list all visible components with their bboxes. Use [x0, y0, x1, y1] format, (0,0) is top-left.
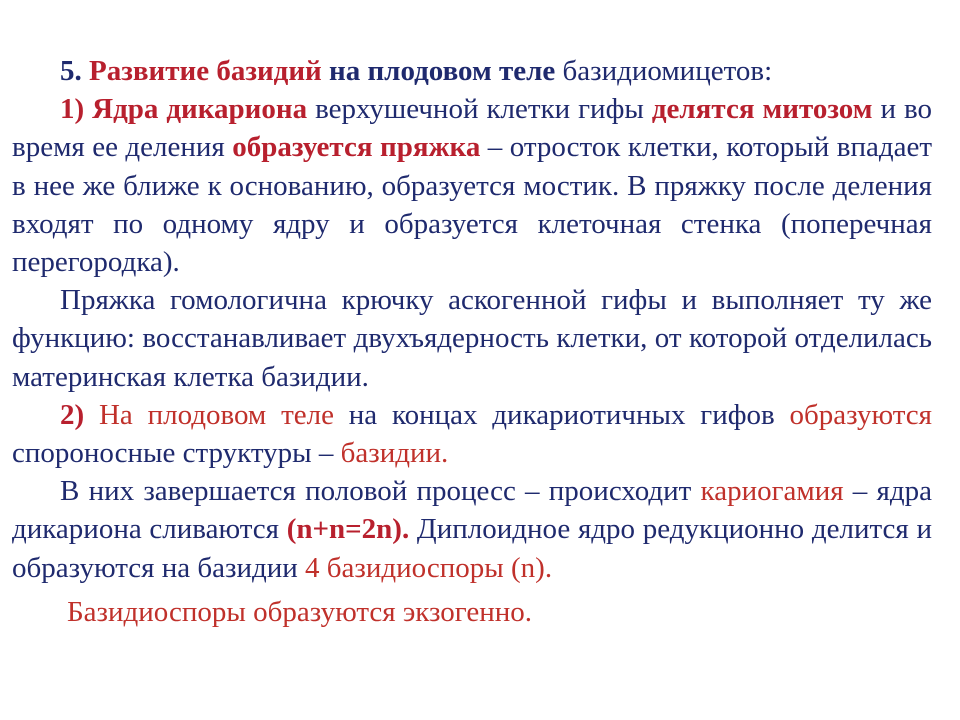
paragraph-karyogamy [12, 472, 932, 587]
text-run: и во время ее деления [12, 93, 933, 164]
text-run: кариогамия [700, 475, 844, 508]
text-run: верхушечной клетки гифы [307, 93, 652, 126]
text-run: (n+n=2n). [286, 513, 410, 546]
text-run: образуются [789, 398, 932, 431]
text-run: 4 базидиоспоры (n). [305, 551, 553, 584]
text-run: 2) [60, 398, 85, 431]
text-run: базидии. [340, 437, 449, 470]
text-run: Диплоидное ядро редукционно делится и образуются на базидии [12, 513, 932, 584]
text-run: делятся митозом [651, 93, 873, 126]
text-run: Ядра дикариона [92, 93, 308, 126]
text-run: на концах дикариотичных гифов [333, 398, 790, 431]
slide-text-block [12, 52, 932, 631]
text-run: базидиомицетов: [555, 55, 773, 87]
text-run: 1) [60, 93, 93, 126]
text-run: На плодовом теле [84, 398, 334, 431]
text-run: на плодовом теле [321, 55, 556, 87]
heading-paragraph [12, 52, 932, 90]
paragraph-basidia-formation [12, 396, 932, 472]
text-run: спороносные структуры – [12, 437, 341, 470]
text-run: 5. [60, 55, 89, 87]
text-run: Развитие базидий [89, 55, 322, 87]
text-run: – ядра дикариона сливаются [12, 475, 932, 546]
paragraph-dikaryon-division [12, 90, 932, 281]
paragraph-clamp-homology [12, 281, 932, 396]
text-run: – отросток клетки, который впадает в нее же ближе к основанию, образуется мостик. В пряжку после деления входят по одному ядру и образуется клеточная стенка (поперечная перегородка). [12, 131, 933, 279]
text-run: Базидиоспоры образуются экзогенно. [67, 595, 532, 628]
closing-paragraph [12, 593, 932, 631]
text-run: образуется пряжка [232, 131, 481, 164]
text-run: Пряжка гомологична крючку аскогенной гифы и выполняет ту же функцию: восстанавливает двухъядерность клетки, от которой отделилась материнская клетка базидии. [12, 284, 932, 393]
text-run: В них завершается половой процесс – происходит [60, 475, 701, 508]
